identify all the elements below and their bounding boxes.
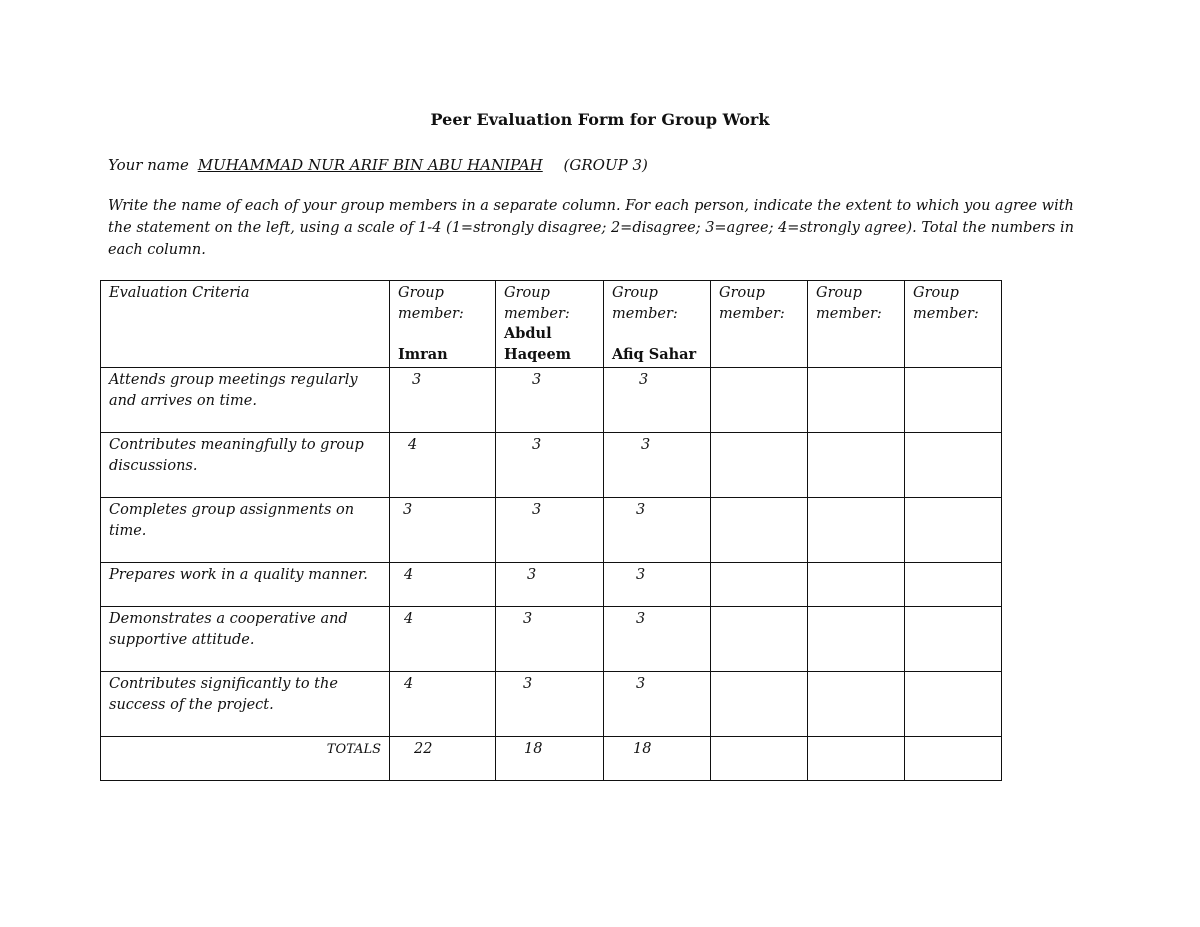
score-cell: 3 (604, 607, 711, 672)
score-cell (905, 672, 1002, 737)
member-name: Imran (398, 346, 448, 363)
total-cell: 22 (390, 737, 496, 781)
score-cell: 3 (390, 498, 496, 563)
total-cell: 18 (496, 737, 604, 781)
score-cell (808, 607, 905, 672)
table-row (101, 672, 1002, 737)
score-cell (711, 368, 808, 433)
score-cell: 3 (604, 433, 711, 498)
member-header-label: Group member: (913, 285, 979, 322)
score-cell (711, 498, 808, 563)
score-cell (711, 433, 808, 498)
total-cell (905, 737, 1002, 781)
member-header-label: Group member: (504, 285, 570, 322)
table-row (101, 498, 1002, 563)
score-cell: 4 (390, 433, 496, 498)
score-cell (711, 563, 808, 607)
score-cell (905, 563, 1002, 607)
member-header-label: Group member: (612, 285, 678, 322)
form-title: Peer Evaluation Form for Group Work (430, 110, 770, 129)
name-value: MUHAMMAD NUR ARIF BIN ABU HANIPAH (197, 156, 543, 174)
score-cell: 3 (604, 498, 711, 563)
score-cell (711, 607, 808, 672)
score-cell: 3 (604, 368, 711, 433)
table-row (101, 368, 1002, 433)
score-cell: 3 (496, 563, 604, 607)
totals-label: TOTALS (101, 737, 390, 781)
score-cell (808, 433, 905, 498)
member-header-label: Group member: (398, 285, 464, 322)
member-header-cell (604, 281, 711, 368)
member-header-cell (711, 281, 808, 368)
criterion-cell: Prepares work in a quality manner. (101, 563, 390, 607)
criterion-cell: Contributes meaningfully to group discussions. (101, 433, 390, 498)
score-cell: 4 (390, 672, 496, 737)
totals-row (101, 737, 1002, 781)
total-cell: 18 (604, 737, 711, 781)
score-cell (808, 368, 905, 433)
table-row (101, 433, 1002, 498)
table-header-row (101, 281, 1002, 368)
member-name: Afiq Sahar (612, 346, 697, 363)
score-cell: 3 (604, 672, 711, 737)
member-header-cell (496, 281, 604, 368)
criteria-header-cell: Evaluation Criteria (101, 281, 390, 368)
score-cell: 3 (496, 672, 604, 737)
score-cell (808, 498, 905, 563)
member-header-label: Group member: (719, 285, 785, 322)
name-line (108, 154, 648, 176)
score-cell (905, 498, 1002, 563)
name-label: Your name (108, 156, 189, 174)
score-cell: 3 (604, 563, 711, 607)
score-cell: 3 (496, 498, 604, 563)
member-header-cell (390, 281, 496, 368)
score-cell: 4 (390, 563, 496, 607)
instructions-paragraph: Write the name of each of your group members in a separate column. For each person, indicate the extent to which you agree with the statement on the left, using a scale of 1-4 (1=strongly disagree; 2=disagree; 3=agree; 4=strongly agree). Total the numbers in each column. (108, 198, 1074, 258)
member-header-cell (808, 281, 905, 368)
member-header-label: Group member: (816, 285, 882, 322)
criterion-cell: Completes group assignments on time. (101, 498, 390, 563)
score-cell (905, 607, 1002, 672)
table-row (101, 563, 1002, 607)
score-cell: 3 (496, 368, 604, 433)
group-label: (GROUP 3) (563, 156, 648, 174)
table-row (101, 607, 1002, 672)
member-header-cell (905, 281, 1002, 368)
criterion-cell: Demonstrates a cooperative and supportive attitude. (101, 607, 390, 672)
score-cell (905, 433, 1002, 498)
score-cell: 3 (496, 607, 604, 672)
criterion-cell: Contributes significantly to the success of the project. (101, 672, 390, 737)
score-cell (808, 563, 905, 607)
score-cell (808, 672, 905, 737)
score-cell: 4 (390, 607, 496, 672)
criterion-cell: Attends group meetings regularly and arrives on time. (101, 368, 390, 433)
total-cell (711, 737, 808, 781)
total-cell (808, 737, 905, 781)
score-cell: 3 (390, 368, 496, 433)
score-cell: 3 (496, 433, 604, 498)
member-name: Abdul Haqeem (504, 325, 572, 363)
evaluation-table (100, 280, 1002, 781)
score-cell (905, 368, 1002, 433)
score-cell (711, 672, 808, 737)
